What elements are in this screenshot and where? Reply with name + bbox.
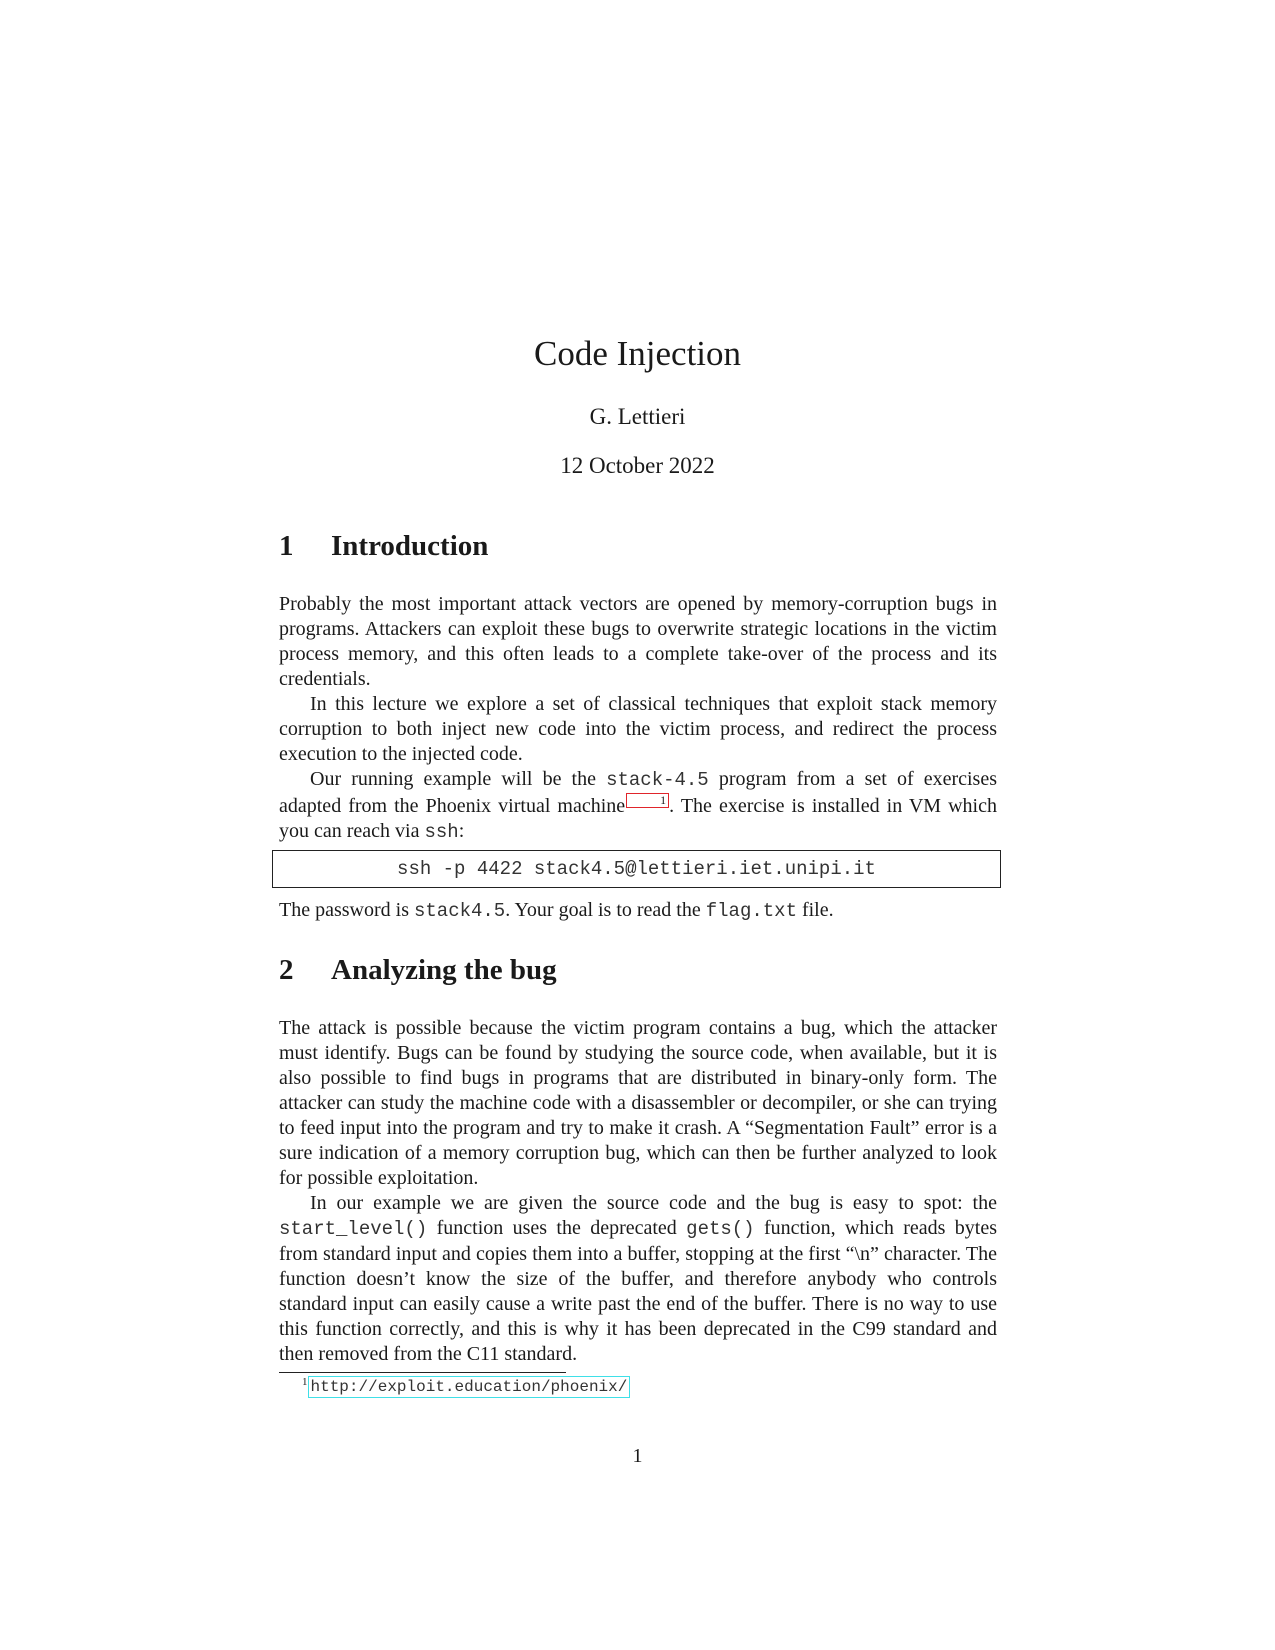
text-run: function uses the deprecated — [427, 1217, 687, 1239]
section-1-after-command — [279, 898, 997, 924]
text-run: Our running example will be the — [310, 768, 607, 790]
command-box: ssh -p 4422 stack4.5@lettieri.iet.unipi.it — [272, 850, 1001, 888]
text-run: : — [458, 820, 465, 842]
paragraph: The attack is possible because the victim program contains a bug, which the attacker must identify. Bugs can be found by studying the source code, when available, but it is also possible to find bugs in programs that are distributed in binary-only form. The attacker can study the machine code with a disassembler or decompiler, or she can trying to feed input into the program and try to make it crash. A “Segmentation Fault” error is a sure indication of a memory corruption bug, which can then be further analyzed to look for possible exploitation. — [279, 1017, 997, 1189]
section-1-body — [279, 592, 997, 845]
inline-code: start_level() — [279, 1218, 428, 1240]
footnote-mark: 1 — [302, 1376, 308, 1388]
text-run: The password is — [279, 899, 414, 921]
text-run: . Your goal is to read the — [505, 899, 706, 921]
inline-code: flag.txt — [705, 900, 797, 922]
paragraph: In this lecture we explore a set of classical techniques that exploit stack memory corruption to both inject new code into the victim process, and redirect the process execution to the injected code. — [279, 693, 997, 765]
section-number: 1 — [279, 530, 294, 562]
section-2-body — [279, 1016, 997, 1367]
section-heading-analyzing-the-bug — [279, 954, 557, 987]
paragraph — [279, 898, 997, 924]
footnote-ref-link[interactable]: 1 — [626, 793, 669, 808]
paragraph — [279, 1191, 997, 1367]
paragraph — [279, 767, 997, 845]
inline-code: stack4.5 — [413, 900, 506, 922]
inline-code: ssh — [424, 821, 459, 843]
section-number: 2 — [279, 954, 294, 986]
document-author: G. Lettieri — [589, 404, 686, 429]
page-number: 1 — [632, 1445, 643, 1467]
text-run: . The exercise is installed in VM which you can reach via — [279, 795, 997, 842]
footnote — [302, 1376, 630, 1398]
section-title: Introduction — [331, 530, 489, 562]
section-title: Analyzing the bug — [331, 954, 557, 986]
document-date: 12 October 2022 — [560, 453, 715, 478]
footnote-rule — [279, 1372, 566, 1373]
section-heading-introduction — [279, 530, 488, 563]
text-run: In our example we are given the source code and the bug is easy to spot: the — [310, 1192, 997, 1214]
inline-code: gets() — [686, 1218, 755, 1240]
footnote-url-link[interactable]: http://exploit.education/phoenix/ — [308, 1376, 631, 1398]
inline-code: stack-4.5 — [606, 769, 709, 791]
text-run: file. — [796, 899, 834, 921]
paragraph: Probably the most important attack vectors are opened by memory-corruption bugs in programs. Attackers can exploit these bugs to overwrite strategic locations in the victim process memory, and this often leads to a complete take-over of the process and its credentials. — [279, 593, 997, 690]
text-run: function, which reads bytes from standard input and copies them into a buffer, stopping at the first “\n” character. The function doesn’t know the size of the buffer, and therefore anybody who controls standard input can easily cause a write past the end of the buffer. There is no way to use this function correctly, and this is why it has been deprecated in the C99 standard and then removed from the C11 standard. — [279, 1217, 997, 1365]
document-title: Code Injection — [533, 334, 742, 373]
text-run: program from a set of exercises adapted from the Phoenix virtual machine — [279, 768, 997, 817]
